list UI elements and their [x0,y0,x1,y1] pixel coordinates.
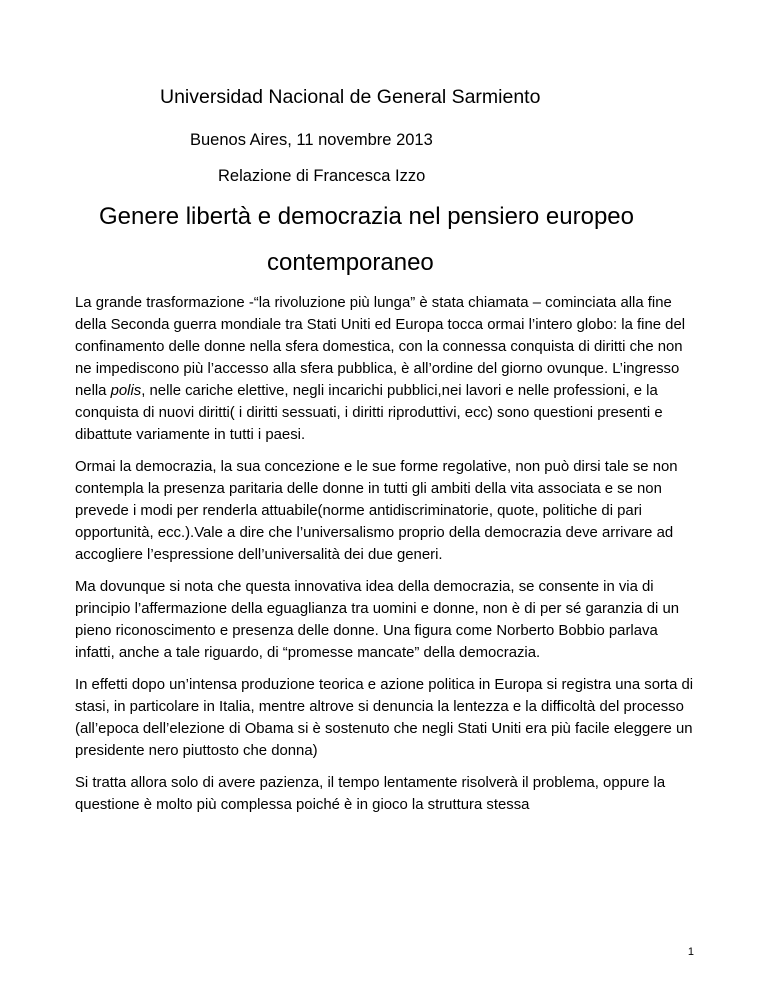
paragraph-1 [75,292,697,446]
report-author: Relazione di Francesca Izzo [218,167,426,185]
place-date: Buenos Aires, 11 novembre 2013 [190,131,433,149]
document-body [75,292,697,826]
paragraph-2: Ormai la democrazia, la sua concezione e le sue forme regolative, non può dirsi tale se non contempla la presenza paritaria delle donne in tutti gli ambiti della vita associata e se non prevede i modi per renderla attuabile(norme antidiscriminatorie, quote, politiche di pari opportunità, ecc.).Vale a dire che l’universalismo proprio della democrazia deve arrivare ad accogliere l’espressione dell’universalità dei due generi. [75,459,678,563]
document-title-line-2: contemporaneo [267,249,434,276]
paragraph-1-text-a: La grande trasformazione -“la rivoluzione più lunga” è stata chiamata – cominciata alla fine della Seconda guerra mondiale tra Stati Uniti ed Europa tocca ormai l’intero globo: la fine del confinamento delle donne nella sfera domestica, con la connessa conquista di diritti che non ne impediscono più l’accesso alla sfera pubblica, è all’ordine del giorno ovunque. L’ingresso nella [75,295,686,399]
paragraph-1-italic-polis: polis [110,383,142,399]
paragraph-3: Ma dovunque si nota che questa innovativa idea della democrazia, se consente in via di principio l’affermazione della eguaglianza tra uomini e donne, non è di per sé garanzia di un pieno riconoscimento e presenza delle donne. Una figura come Norberto Bobbio parlava infatti, anche a tale riguardo, di “promesse mancate” della democrazia. [75,579,680,661]
document-title-line-1: Genere libertà e democrazia nel pensiero europeo [99,203,634,230]
paragraph-5: Si tratta allora solo di avere pazienza, il tempo lentamente risolverà il problema, oppure la questione è molto più complessa poiché è in gioco la struttura stessa [75,775,666,813]
paragraph-4: In effetti dopo un’intensa produzione teorica e azione politica in Europa si registra una sorta di stasi, in particolare in Italia, mentre altrove si denuncia la lentezza e la difficoltà del processo (all’epoca dell’elezione di Obama si è sostenuto che negli Stati Uniti era più facile eleggere un presidente nero piuttosto che donna) [75,677,694,759]
paragraph-1-text-b: , nelle cariche elettive, negli incarichi pubblici,nei lavori e nelle professioni, e la conquista di nuovi diritti( i diritti sessuati, i diritti riproduttivi, ecc) sono questioni presenti e dibattute variamente in tutti i paesi. [75,383,663,443]
university-name: Universidad Nacional de General Sarmiento [160,86,541,108]
page-number: 1 [687,946,694,958]
